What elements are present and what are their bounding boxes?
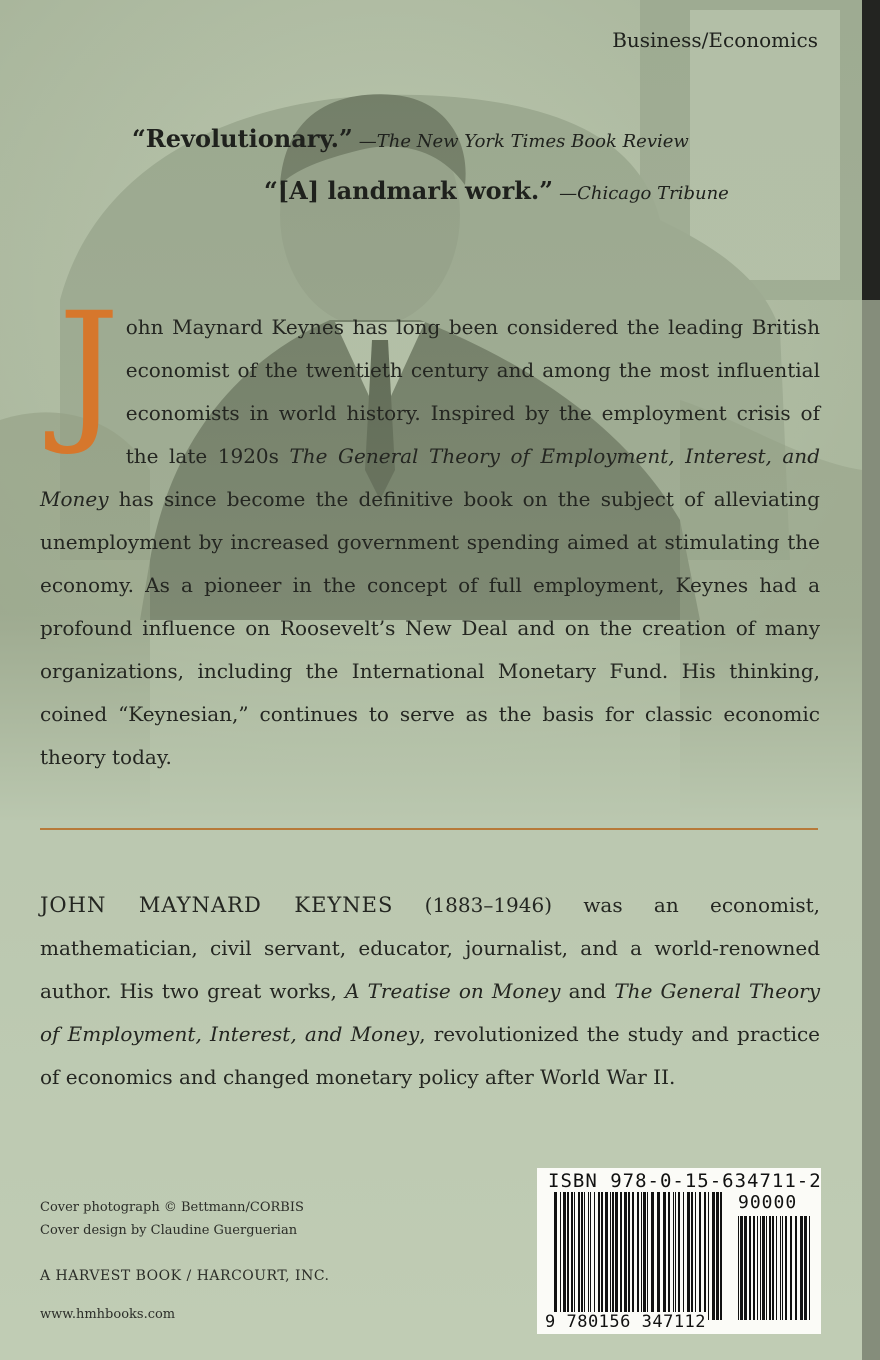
barcode-bar bbox=[578, 1192, 580, 1320]
barcode-bar bbox=[605, 1192, 608, 1320]
barcode-bar bbox=[760, 1216, 761, 1320]
ean-barcode bbox=[554, 1192, 726, 1320]
description-blurb bbox=[40, 280, 820, 779]
barcode-bar bbox=[601, 1192, 603, 1320]
barcode-bar bbox=[800, 1216, 803, 1320]
review-quote-text: “Revolutionary.” bbox=[132, 124, 353, 153]
barcode-bar bbox=[598, 1192, 600, 1320]
publisher-website: www.hmhbooks.com bbox=[40, 1307, 176, 1322]
barcode-bar bbox=[720, 1192, 722, 1320]
barcode-bar bbox=[675, 1192, 676, 1320]
barcode-bar bbox=[749, 1216, 751, 1320]
category-label: Business/Economics bbox=[612, 28, 818, 52]
bio-work-title: The General Theory of Employment, Interest, and Money bbox=[40, 979, 821, 1046]
barcode-bar bbox=[663, 1192, 666, 1320]
barcode-bar bbox=[790, 1216, 792, 1320]
review-quote-source: —The New York Times Book Review bbox=[358, 131, 689, 152]
barcode-bar bbox=[776, 1216, 777, 1320]
barcode-bar bbox=[699, 1192, 701, 1320]
barcode-bar bbox=[804, 1216, 807, 1320]
barcode-bar bbox=[753, 1216, 755, 1320]
price-code: 90000 bbox=[738, 1192, 798, 1213]
barcode-bar bbox=[554, 1192, 557, 1320]
barcode-bar bbox=[651, 1192, 654, 1320]
barcode-bar bbox=[632, 1192, 634, 1320]
barcode-bar bbox=[641, 1192, 642, 1320]
barcode-bar bbox=[738, 1216, 739, 1320]
barcode-bar bbox=[772, 1216, 774, 1320]
barcode-bar bbox=[766, 1216, 767, 1320]
barcode-bar bbox=[673, 1192, 674, 1320]
ean-digits: 9 780156 347112 bbox=[545, 1312, 707, 1332]
barcode-bar bbox=[563, 1192, 566, 1320]
blurb-text-continued: has since become the definitive book on the subject of alleviating unemployment by increased government spending aimed at stimulating the economy. As a pioneer in the concept of full employment, Keynes had a profound influence on Roosevelt’s New Deal and on the creation of many organizations, including the International Monetary Fund. His thinking, coined “Keynesian,” continues to serve as the basis for classic economic theory today. bbox=[40, 487, 820, 769]
barcode-bar bbox=[683, 1192, 684, 1320]
barcode-bar bbox=[594, 1192, 595, 1320]
review-quote-nyt bbox=[132, 124, 689, 153]
barcode-bar bbox=[712, 1192, 715, 1320]
barcode-bar bbox=[740, 1216, 743, 1320]
bio-text: (1883–1946) was an economist, mathematician, civil servant, educator, journalist, and a world-renowned author. His two great works, bbox=[40, 893, 820, 1003]
bio-text-and: and bbox=[560, 979, 615, 1003]
photo-credit: Cover photograph © Bettmann/CORBIS bbox=[40, 1200, 304, 1215]
barcode-bar bbox=[628, 1192, 630, 1320]
barcode-bar bbox=[769, 1216, 771, 1320]
barcode-bar bbox=[624, 1192, 627, 1320]
barcode-bar bbox=[643, 1192, 646, 1320]
price-barcode bbox=[738, 1216, 814, 1320]
barcode-bar bbox=[590, 1192, 591, 1320]
barcode-bar bbox=[782, 1216, 783, 1320]
barcode-bar bbox=[716, 1192, 719, 1320]
barcode-bar bbox=[657, 1192, 660, 1320]
barcode-bar bbox=[687, 1192, 690, 1320]
barcode-bar bbox=[668, 1192, 670, 1320]
barcode-bar bbox=[809, 1216, 810, 1320]
barcode-bar bbox=[571, 1192, 573, 1320]
spine-edge bbox=[862, 0, 880, 1360]
barcode-bar bbox=[708, 1192, 709, 1320]
barcode-bar bbox=[581, 1192, 583, 1320]
barcode-bar bbox=[780, 1216, 781, 1320]
barcode-bar bbox=[637, 1192, 639, 1320]
barcode-bar bbox=[615, 1192, 618, 1320]
barcode-bar bbox=[560, 1192, 561, 1320]
bio-work-title: A Treatise on Money bbox=[345, 979, 561, 1003]
drop-cap: J bbox=[58, 280, 120, 459]
review-quote-source: —Chicago Tribune bbox=[559, 183, 729, 204]
barcode-bar bbox=[757, 1216, 758, 1320]
barcode-bar bbox=[574, 1192, 575, 1320]
barcode-bar bbox=[785, 1216, 787, 1320]
barcode-bar bbox=[567, 1192, 569, 1320]
bio-text-continued: , revolutionized the study and practice of economics and changed monetary policy after World War II. bbox=[40, 1022, 820, 1089]
barcode-bar bbox=[695, 1192, 696, 1320]
barcode-bar bbox=[588, 1192, 589, 1320]
review-quote-chicago bbox=[264, 176, 729, 205]
barcode-bar bbox=[647, 1192, 648, 1320]
design-credit: Cover design by Claudine Guerguerian bbox=[40, 1223, 298, 1238]
divider-rule bbox=[40, 828, 818, 830]
barcode-bar bbox=[584, 1192, 585, 1320]
barcode-bar bbox=[744, 1216, 747, 1320]
author-bio bbox=[40, 884, 820, 1099]
publisher-line: A HARVEST BOOK / HARCOURT, INC. bbox=[40, 1268, 330, 1284]
barcode-bar bbox=[704, 1192, 706, 1320]
barcode-bar bbox=[610, 1192, 611, 1320]
barcode-bar bbox=[620, 1192, 622, 1320]
barcode-bar bbox=[762, 1216, 765, 1320]
barcode-bar bbox=[678, 1192, 680, 1320]
review-quote-text: “[A] landmark work.” bbox=[264, 176, 554, 205]
author-name: JOHN MAYNARD KEYNES bbox=[40, 893, 394, 917]
barcode-bar bbox=[612, 1192, 614, 1320]
blurb-text: ohn Maynard Keynes has long been considered the leading British economist of the twentieth century and among the most influential economists in world history. Inspired by the employment crisis of the late 1920s bbox=[125, 315, 820, 468]
isbn-text: ISBN 978-0-15-634711-2 bbox=[548, 1170, 822, 1192]
blurb-book-title: The General Theory of Employment, Interest, and Money bbox=[40, 444, 820, 511]
barcode-bar bbox=[691, 1192, 693, 1320]
spine-edge-dark bbox=[862, 0, 880, 300]
barcode-bar bbox=[795, 1216, 797, 1320]
